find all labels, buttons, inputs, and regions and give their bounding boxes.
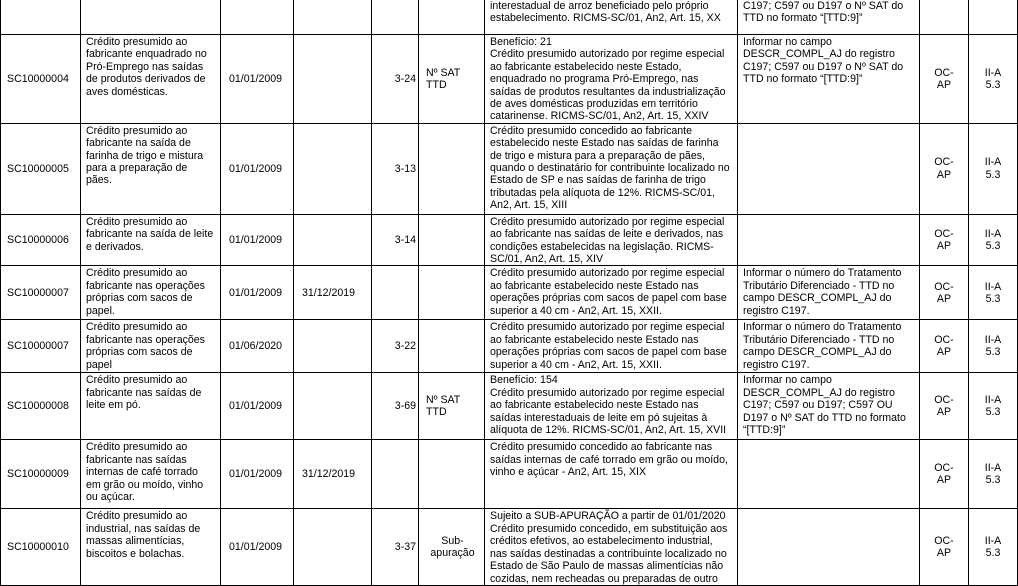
description-cell: Crédito presumido ao fabricante na saída de leite e derivados. (81, 214, 221, 266)
description-cell: Crédito presumido ao fabricante na saída de farinha de trigo e mistura para a preparação de pães. (81, 123, 221, 214)
reference-cell (969, 320, 1018, 373)
reference-cell (969, 440, 1018, 509)
table-body (1, 0, 1018, 586)
type-text: OC- (934, 66, 954, 79)
observation-cell: C197; C597 ou D197 o Nº SAT do TTD no formato “[TTD:9]” (738, 0, 920, 35)
observation-cell: Informar o número do Tratamento Tributário Diferenciado - TTD no campo DESCR_COMPL_AJ do registro C197. (738, 266, 920, 320)
start-date-cell: 01/01/2009 (221, 509, 294, 586)
number-cell (372, 440, 419, 509)
number-cell: 3-22 (372, 320, 419, 373)
type-text: OC- (934, 535, 954, 548)
table-row (1, 509, 1018, 586)
ttd-cell (419, 214, 485, 266)
code-cell: SC10000007 (1, 320, 81, 373)
end-date-cell: 31/12/2019 (294, 440, 372, 509)
end-date-cell (294, 35, 372, 124)
type-text: AP (936, 547, 952, 560)
observation-cell: Informar o número do Tratamento Tributário Diferenciado - TTD no campo DESCR_COMPL_AJ do registro C197. (738, 320, 920, 373)
description-cell: Crédito presumido ao fabricante enquadrado no Pró-Emprego nas saídas de produtos derivados de aves domésticas. (81, 35, 221, 124)
table-row (1, 266, 1018, 320)
number-cell: 3-13 (372, 123, 419, 214)
legal-basis-cell (485, 35, 738, 124)
observation-cell (738, 123, 920, 214)
table-row (1, 373, 1018, 440)
type-text: AP (936, 168, 952, 181)
code-cell: SC10000004 (1, 35, 81, 124)
table-row (1, 123, 1018, 214)
ttd-cell: Sub-apuração (419, 509, 485, 586)
type-cell (920, 0, 969, 35)
legal-basis-cell (485, 509, 738, 586)
type-text: OC- (934, 280, 954, 293)
type-cell (920, 35, 969, 124)
ttd-cell (419, 440, 485, 509)
reference-cell (969, 509, 1018, 586)
legal-text-line: Crédito presumido autorizado por regime especial ao fabricante estabelecido neste Estado nas saídas interestaduais de leite em pó sujeitas à alíquota de 12%. RICMS-SC/01, An2, Art. 15, XVII (490, 386, 727, 437)
number-cell: 3-14 (372, 214, 419, 266)
reference-text: 5.3 (985, 547, 1001, 560)
legal-text-line: Crédito presumido concedido, em substituição aos créditos efetivos, ao estabelecimento industrial, nas saídas destinadas a contribuinte localizado no Estado de São Paulo de massas alimentícias não cozidas, nem recheadas ou preparadas de outro (490, 522, 728, 585)
legal-text-line: Crédito presumido autorizado por regime especial ao fabricante estabelecido neste Estado nas operações próprias com sacos de papel com base superior a 40 cm - An2, Art. 15, XXII. (490, 267, 727, 317)
legal-basis-cell (485, 373, 738, 440)
end-date-cell (294, 373, 372, 440)
type-cell (920, 266, 969, 320)
start-date-cell: 01/06/2020 (221, 320, 294, 373)
end-date-cell (294, 509, 372, 586)
legal-text-line: Crédito presumido autorizado por regime especial ao fabricante nas saídas de leite e derivados, nas condições estabelecidas na legislação. RICMS-SC/01, An2, Art. 15, XIV (490, 215, 725, 266)
description-cell (81, 0, 221, 35)
number-cell: 3-69 (372, 373, 419, 440)
reference-cell (969, 35, 1018, 124)
reference-text: 5.3 (985, 78, 1001, 91)
code-cell: SC10000009 (1, 440, 81, 509)
type-cell (920, 123, 969, 214)
reference-text: 5.3 (985, 406, 1001, 419)
type-cell (920, 440, 969, 509)
type-text: OC- (934, 156, 954, 169)
reference-cell (969, 123, 1018, 214)
reference-text: II-A (984, 66, 1002, 79)
ttd-cell (419, 320, 485, 373)
start-date-cell: 01/01/2009 (221, 214, 294, 266)
number-cell (372, 266, 419, 320)
start-date-cell: 01/01/2009 (221, 373, 294, 440)
ttd-cell (419, 266, 485, 320)
description-cell: Crédito presumido ao fabricante nas operações próprias com sacos de papel. (81, 266, 221, 320)
type-text: AP (936, 406, 952, 419)
end-date-cell (294, 123, 372, 214)
legal-text-line: Sujeito a SUB-APURAÇÃO a partir de 01/01/2020 (490, 510, 726, 523)
type-text: OC- (934, 227, 954, 240)
observation-cell: Informar no campo DESCR_COMPL_AJ do registro C197; C597 ou D197; C597 OU D197 o Nº SAT do TTD no formato “[TTD:9]” (738, 373, 920, 440)
legal-text-line: Crédito presumido concedido ao fabricante nas saídas internas de café torrado em grão ou moído, vinho e açúcar - An2, Art. 15, XIX (490, 441, 728, 479)
reference-cell (969, 0, 1018, 35)
ttd-cell: Nº SAT TTD (419, 373, 485, 440)
start-date-cell: 01/01/2009 (221, 440, 294, 509)
table-row (1, 0, 1018, 35)
type-text: OC- (934, 394, 954, 407)
reference-text: 5.3 (985, 474, 1001, 487)
type-cell (920, 509, 969, 586)
reference-cell (969, 373, 1018, 440)
code-cell: SC10000007 (1, 266, 81, 320)
reference-text: II-A (984, 280, 1002, 293)
code-cell: SC10000005 (1, 123, 81, 214)
legal-basis-cell (485, 440, 738, 509)
type-cell (920, 320, 969, 373)
legal-text-line: Crédito presumido autorizado por regime especial ao fabricante estabelecido neste Estado nas operações próprias com sacos de papel com base superior a 40 cm - An2, Art. 15, XXII. (490, 321, 727, 371)
legal-text-line: Crédito presumido concedido ao fabricante estabelecido neste Estado nas saídas de farinha de trigo e mistura para a preparação de pães, quando o destinatário for contribuinte localizado no Estado de SP e nas saídas de farinha de trigo tributadas pela alíquota de 12%. RICMS-SC/01, An2, Art. 15, XIII (490, 124, 730, 212)
legal-text-line: Crédito presumido autorizado por regime especial ao fabricante estabelecido neste Estado, enquadrado no programa Pró-Emprego, nas saídas de produtos resultantes da industrialização de aves domésticas produzidas em território catarinense. RICMS-SC/01, An2, Art. 15, XXIV (490, 48, 726, 123)
ttd-cell: Nº SAT TTD (419, 35, 485, 124)
end-date-cell (294, 0, 372, 35)
type-text: AP (936, 346, 952, 359)
type-text: AP (936, 292, 952, 305)
description-cell: Crédito presumido ao fabricante nas saídas de leite em pó. (81, 373, 221, 440)
ttd-cell (419, 0, 485, 35)
reference-text: II-A (984, 535, 1002, 548)
description-cell: Crédito presumido ao fabricante nas operações próprias com sacos de papel (81, 320, 221, 373)
description-cell: Crédito presumido ao industrial, nas saídas de massas alimentícias, biscoitos e bolachas. (81, 509, 221, 586)
type-text: AP (936, 474, 952, 487)
code-cell: SC10000006 (1, 214, 81, 266)
reference-text: 5.3 (985, 292, 1001, 305)
reference-text: 5.3 (985, 240, 1001, 253)
legal-text-line: Benefício: 21 (490, 36, 552, 48)
legal-text-line: interestadual de arroz beneficiado pelo próprio estabelecimento. RICMS-SC/01, An2, Art. 15, XX (490, 0, 721, 25)
type-text: AP (936, 240, 952, 253)
reference-text: II-A (984, 394, 1002, 407)
reference-cell (969, 214, 1018, 266)
number-cell: 3-37 (372, 509, 419, 586)
number-cell: 3-24 (372, 35, 419, 124)
start-date-cell: 01/01/2009 (221, 35, 294, 124)
end-date-cell: 31/12/2019 (294, 266, 372, 320)
observation-cell: Informar no campo DESCR_COMPL_AJ do registro C197; C597 ou D197 o Nº SAT do TTD no formato “[TTD:9]” (738, 35, 920, 124)
code-cell (1, 0, 81, 35)
description-cell: Crédito presumido ao fabricante nas saídas internas de café torrado em grão ou moído, vinho ou açúcar. (81, 440, 221, 509)
end-date-cell (294, 214, 372, 266)
reference-text: II-A (984, 334, 1002, 347)
code-cell: SC10000010 (1, 509, 81, 586)
start-date-cell (221, 0, 294, 35)
observation-cell (738, 440, 920, 509)
type-text: OC- (934, 462, 954, 475)
code-cell: SC10000008 (1, 373, 81, 440)
reference-text: II-A (984, 156, 1002, 169)
reference-cell (969, 266, 1018, 320)
legal-basis-cell (485, 320, 738, 373)
reference-text: 5.3 (985, 168, 1001, 181)
type-text: AP (936, 78, 952, 91)
start-date-cell: 01/01/2009 (221, 266, 294, 320)
legal-basis-cell (485, 214, 738, 266)
reference-text: II-A (984, 462, 1002, 475)
table-row (1, 35, 1018, 124)
type-text: OC- (934, 334, 954, 347)
observation-cell (738, 214, 920, 266)
table-row (1, 440, 1018, 509)
number-cell (372, 0, 419, 35)
ttd-cell (419, 123, 485, 214)
observation-cell (738, 509, 920, 586)
type-cell (920, 373, 969, 440)
reference-text: 5.3 (985, 346, 1001, 359)
legal-basis-cell (485, 123, 738, 214)
start-date-cell: 01/01/2009 (221, 123, 294, 214)
reference-text: II-A (984, 227, 1002, 240)
table-row (1, 320, 1018, 373)
end-date-cell (294, 320, 372, 373)
table-row (1, 214, 1018, 266)
legal-text-line: Benefício: 154 (490, 374, 558, 387)
legal-basis-cell (485, 266, 738, 320)
legal-basis-cell (485, 0, 738, 35)
type-cell (920, 214, 969, 266)
